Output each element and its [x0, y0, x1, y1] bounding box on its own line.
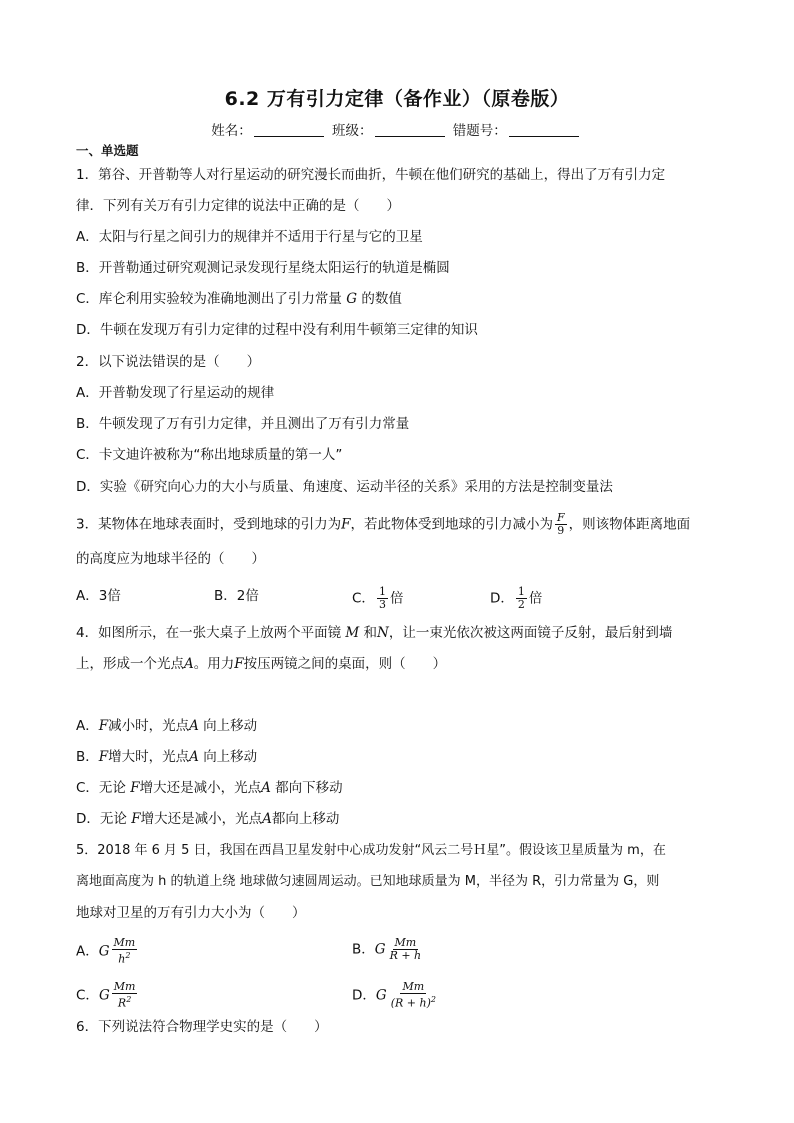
q4-option-c: C．无论 F增大还是减小，光点A 都向下移动: [76, 780, 343, 796]
q1-option-c: C．库仑利用实验较为准确地测出了引力常量 G 的数值: [76, 291, 402, 307]
q3-option-c: C． $\frac{1}{3}$ 倍: [352, 585, 404, 611]
class-label: 班级：: [332, 123, 373, 139]
name-label: 姓名：: [211, 123, 252, 139]
q4-line1: 4．如图所示，在一张大桌子上放两个平面镜 M 和N，让一束光依次被这两面镜子反射，最后射到墙: [76, 625, 673, 641]
q4-option-d: D．无论 F增大还是减小，光点A都向上移动: [76, 811, 340, 827]
q2-option-a: A．开普勒发现了行星运动的规律: [76, 385, 275, 401]
page-title: 6.2 万有引力定律（备作业）（原卷版）: [224, 88, 570, 110]
q1-line2: 律．下列有关万有引力定律的说法中正确的是（ ）: [76, 198, 400, 214]
section-heading: 一、单选题: [76, 143, 139, 158]
q1-option-d: D．牛顿在发现万有引力定律的过程中没有利用牛顿第三定律的知识: [76, 322, 478, 338]
wrong-blank[interactable]: [509, 122, 579, 137]
q6-stem: 6．下列说法符合物理学史实的是（ ）: [76, 1019, 328, 1035]
q3-option-d: D． $\frac{1}{2}$ 倍: [490, 585, 543, 611]
q4-option-a: A．F减小时，光点A 向上移动: [76, 718, 258, 734]
q1-line1: 1．第谷、开普勒等人对行星运动的研究漫长而曲折，牛顿在他们研究的基础上，得出了万有引力定: [76, 167, 666, 183]
name-blank[interactable]: [254, 122, 324, 137]
student-info: [0, 119, 794, 139]
q3-option-b: B．2倍: [214, 588, 259, 604]
q5-line3: 地球对卫星的万有引力大小为（ ）: [76, 905, 306, 921]
q2-option-c: C．卡文迪许被称为“称出地球质量的第一人”: [76, 447, 343, 463]
q3-line1: 3．某物体在地球表面时，受到地球的引力为F，若此物体受到地球的引力减小为 $\frac{F}{9}$ ，则该物体距离地面: [76, 511, 691, 537]
q1-option-a: A．太阳与行星之间引力的规律并不适用于行星与它的卫星: [76, 229, 423, 245]
q4-line2: 上，形成一个光点A。用力F按压两镜之间的桌面，则（ ）: [76, 656, 447, 672]
q5-option-a: A．G $\frac{Mm}{h^2}$: [76, 936, 136, 966]
q2-stem: 2．以下说法错误的是（ ）: [76, 354, 261, 370]
q4-option-b: B．F增大时，光点A 向上移动: [76, 749, 258, 765]
q2-option-d: D．实验《研究向心力的大小与质量、角速度、运动半径的关系》采用的方法是控制变量法: [76, 479, 613, 495]
q3-line2: 的高度应为地球半径的（ ）: [76, 551, 265, 567]
q1-option-b: B．开普勒通过研究观测记录发现行星绕太阳运行的轨道是椭圆: [76, 260, 450, 276]
q3-fraction: $\frac{F}{9}$: [556, 511, 565, 537]
q5-option-d: D．G $\frac{Mm}{(R + h)^2}$: [352, 980, 436, 1010]
q3-option-a: A．3倍: [76, 588, 121, 604]
q5-option-c: C．G $\frac{Mm}{R^2}$: [76, 980, 136, 1010]
q5-line2: 离地面高度为 h 的轨道上绕 地球做匀速圆周运动。已知地球质量为 M，半径为 R，引力常量为 G，则: [76, 874, 660, 889]
q5-option-b: B．G $\frac{Mm}{R + h}$: [352, 936, 422, 962]
class-blank[interactable]: [375, 122, 445, 137]
wrong-label: 错题号：: [452, 123, 507, 139]
q2-option-b: B．牛顿发现了万有引力定律，并且测出了万有引力常量: [76, 416, 410, 432]
q5-line1: 5．2018 年 6 月 5 日，我国在西昌卫星发射中心成功发射“风云二号Ｈ星”。假设该卫星质量为 m，在: [76, 843, 666, 858]
